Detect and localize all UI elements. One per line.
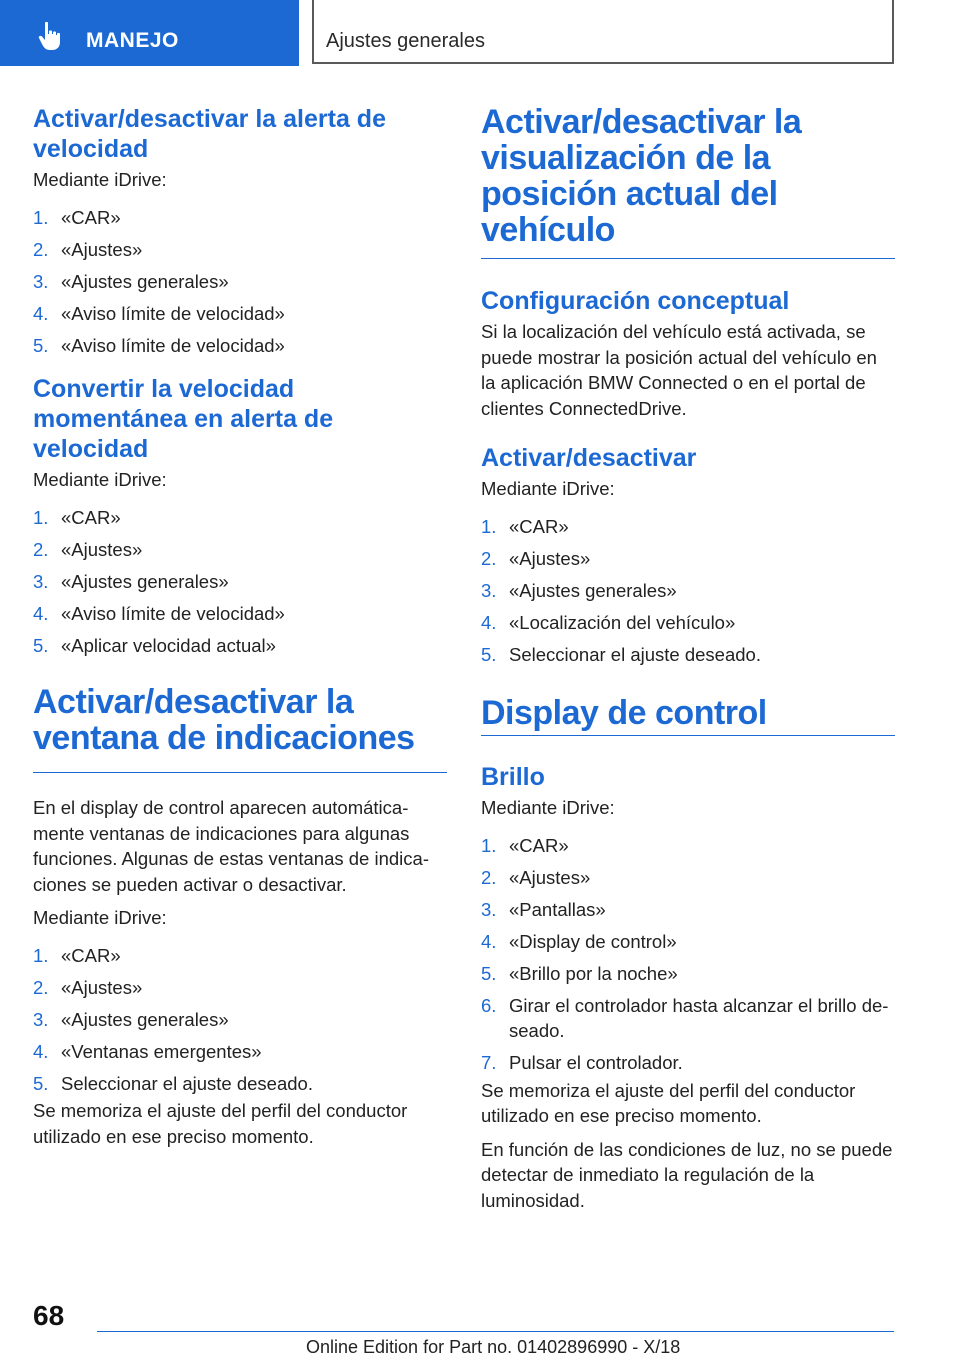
list-item: 3. «Ajustes generales» [481, 579, 677, 601]
step-list [481, 514, 895, 668]
section-label: MANEJO [86, 29, 179, 52]
section-heading: Brillo [481, 763, 545, 791]
page-number: 68 [33, 1300, 65, 1331]
list-item: 3. «Pantallas» [481, 898, 606, 920]
section-heading: Activar/desactivar la alerta de velocidad [33, 105, 386, 163]
list-item: 4. «Display de control» [481, 930, 677, 952]
intro-text: Mediante iDrive: [33, 907, 167, 928]
body-text: Si la localización del vehículo está activada, se puede mostrar la posición actual del vehículo en la aplicación BMW Connected o en el portal de clientes ConnectedDrive. [481, 321, 877, 419]
note-text: En función de las condiciones de luz, no se puede detectar de inmediato la regulación de la luminosidad. [481, 1138, 893, 1211]
list-item: 1. «CAR» [481, 834, 569, 856]
section-heading: Activar/desactivar [481, 444, 697, 472]
list-item: 3. «Ajustes generales» [33, 570, 229, 592]
list-item: 4. «Localización del vehículo» [481, 611, 736, 633]
chapter-heading: Activar/desactivar la ventana de indicaciones [33, 683, 415, 757]
footer-rule [97, 1331, 894, 1332]
list-item: 4. «Ventanas emergentes» [33, 1040, 262, 1062]
list-item: 5. Seleccionar el ajuste deseado. [481, 643, 761, 665]
intro-text: Mediante iDrive: [481, 478, 615, 499]
heading-rule [481, 735, 895, 736]
note-text: Se memoriza el ajuste del perfil del conductor utilizado en ese preciso momento. [481, 1079, 856, 1126]
list-item: 2. «Ajustes» [33, 238, 143, 260]
list-item: 7. Pulsar el controlador. [481, 1052, 683, 1073]
list-item: 1. «CAR» [33, 506, 121, 528]
list-item: 2. «Ajustes» [481, 547, 591, 569]
list-item: 2. «Ajustes» [33, 538, 143, 560]
step-list [33, 505, 447, 659]
section-tab [0, 0, 299, 66]
body-text: En el display de control aparecen automáticamente ventanas de indicaciones para algunas funciones. Algunas de estas ventanas de indicaciones se pueden activar o desactivar. [33, 797, 429, 895]
list-item: 3. «Ajustes generales» [33, 270, 229, 292]
list-item: 4. «Aviso límite de velocidad» [33, 602, 285, 624]
step-list [33, 943, 447, 1097]
list-item: 5. «Brillo por la noche» [481, 962, 678, 984]
section-heading: Convertir la velocidad momentánea en alerta de velocidad [33, 375, 334, 463]
note-text: Se memoriza el ajuste del perfil del conductor utilizado en ese preciso momento. [33, 1100, 408, 1147]
right-column [481, 104, 895, 1213]
chapter-heading: Activar/desactivar la visualización de la posición actual del vehículo [481, 103, 802, 249]
chapter-title: Ajustes generales [326, 30, 485, 52]
step-list [33, 205, 447, 359]
left-column [33, 104, 447, 1149]
list-item: 4. «Aviso límite de velocidad» [33, 302, 285, 324]
intro-text: Mediante iDrive: [33, 169, 167, 190]
pointing-hand-icon [36, 20, 68, 52]
section-heading: Configuración conceptual [481, 287, 790, 315]
step-list [481, 833, 895, 1076]
intro-text: Mediante iDrive: [33, 469, 167, 490]
heading-rule [481, 258, 895, 259]
list-item: 1. «CAR» [33, 944, 121, 966]
list-item: 5. Seleccionar el ajuste deseado. [33, 1072, 313, 1094]
list-item: 6. Girar el controlador hasta alcanzar el brillo deseado. [481, 994, 889, 1041]
list-item: 5. «Aplicar velocidad actual» [33, 634, 276, 656]
edition-note: Online Edition for Part no. 01402896990 - X/18 [306, 1337, 681, 1357]
heading-rule [33, 772, 447, 773]
chapter-header [312, 0, 894, 64]
list-item: 2. «Ajustes» [33, 976, 143, 998]
chapter-heading: Display de control [481, 694, 767, 732]
list-item: 2. «Ajustes» [481, 866, 591, 888]
list-item: 1. «CAR» [481, 515, 569, 537]
list-item: 3. «Ajustes generales» [33, 1008, 229, 1030]
list-item: 1. «CAR» [33, 206, 121, 228]
list-item: 5. «Aviso límite de velocidad» [33, 334, 285, 356]
intro-text: Mediante iDrive: [481, 797, 615, 818]
